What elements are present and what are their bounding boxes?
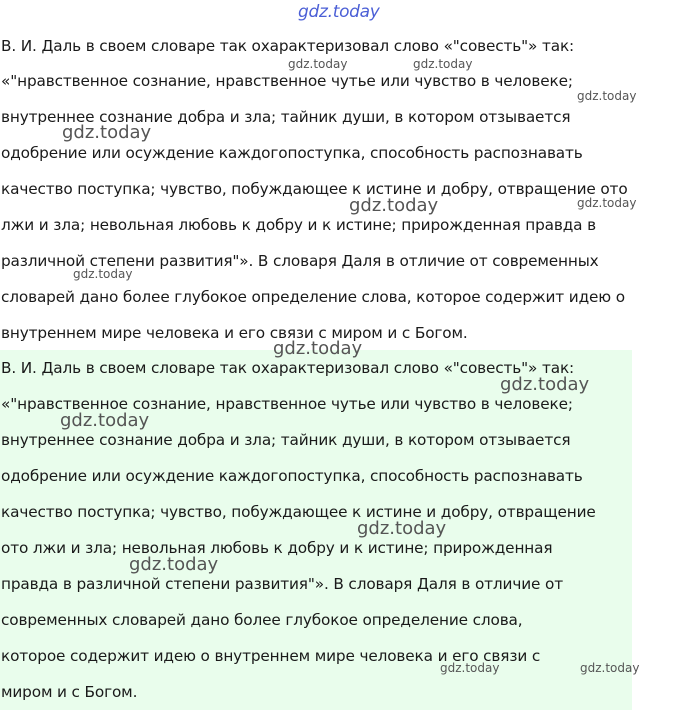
text-line: внутреннее сознание добра и зла; тайник души, в котором отзывается xyxy=(1,108,571,126)
watermark: gdz.today xyxy=(577,89,637,103)
watermark: gdz.today xyxy=(288,57,348,71)
text-line: «"нравственное сознание, нравственное чутье или чувство в человеке; xyxy=(1,395,573,413)
watermark: gdz.today xyxy=(60,410,150,431)
text-line: внутреннее сознание добра и зла; тайник души, в котором отзывается xyxy=(1,431,571,449)
watermark: gdz.today xyxy=(440,661,500,675)
watermark: gdz.today xyxy=(500,374,590,395)
watermark: gdz.today xyxy=(577,196,637,210)
text-line: ото лжи и зла; невольная любовь к добру и к истине; прирожденная xyxy=(1,539,553,557)
text-line: миром и с Богом. xyxy=(1,683,138,701)
watermark: gdz.today xyxy=(349,195,439,216)
text-line: «"нравственное сознание, нравственное чутье или чувство в человеке; xyxy=(1,72,573,90)
text-line: внутреннем мире человека и его связи с миром и с Богом. xyxy=(1,324,468,342)
text-line: правда в различной степени развития"». В словаря Даля в отличие от xyxy=(1,575,563,593)
watermark: gdz.today xyxy=(273,338,363,359)
answer-text-block-2 xyxy=(0,350,632,710)
text-line: В. И. Даль в своем словаре так охарактеризовал слово «"совесть"» так: xyxy=(1,359,575,377)
watermark: gdz.today xyxy=(129,554,219,575)
text-line: которое содержит идею о внутреннем мире человека и его связи с xyxy=(1,647,541,665)
text-line: качество поступка; чувство, побуждающее к истине и добру, отвращение ото xyxy=(1,180,628,198)
watermark: gdz.today xyxy=(73,267,133,281)
watermark: gdz.today xyxy=(413,57,473,71)
text-line: одобрение или осуждение каждогопоступка, способность распознавать xyxy=(1,144,583,162)
text-line: словарей дано более глубокое определение слова, которое содержит идею о xyxy=(1,288,625,306)
text-line: качество поступка; чувство, побуждающее к истине и добру, отвращение xyxy=(1,503,596,521)
watermark: gdz.today xyxy=(580,661,640,675)
watermark: gdz.today xyxy=(62,122,152,143)
text-line: современных словарей дано более глубокое определение слова, xyxy=(1,611,523,629)
watermark: gdz.today xyxy=(357,518,447,539)
text-line: одобрение или осуждение каждогопоступка, способность распознавать xyxy=(1,467,583,485)
site-logo: gdz.today xyxy=(298,2,380,22)
text-line: различной степени развития"». В словаря Даля в отличие от современных xyxy=(1,252,599,270)
text-line: В. И. Даль в своем словаре так охарактеризовал слово «"совесть"» так: xyxy=(1,37,575,55)
text-line: лжи и зла; невольная любовь к добру и к истине; прирожденная правда в xyxy=(1,216,596,234)
